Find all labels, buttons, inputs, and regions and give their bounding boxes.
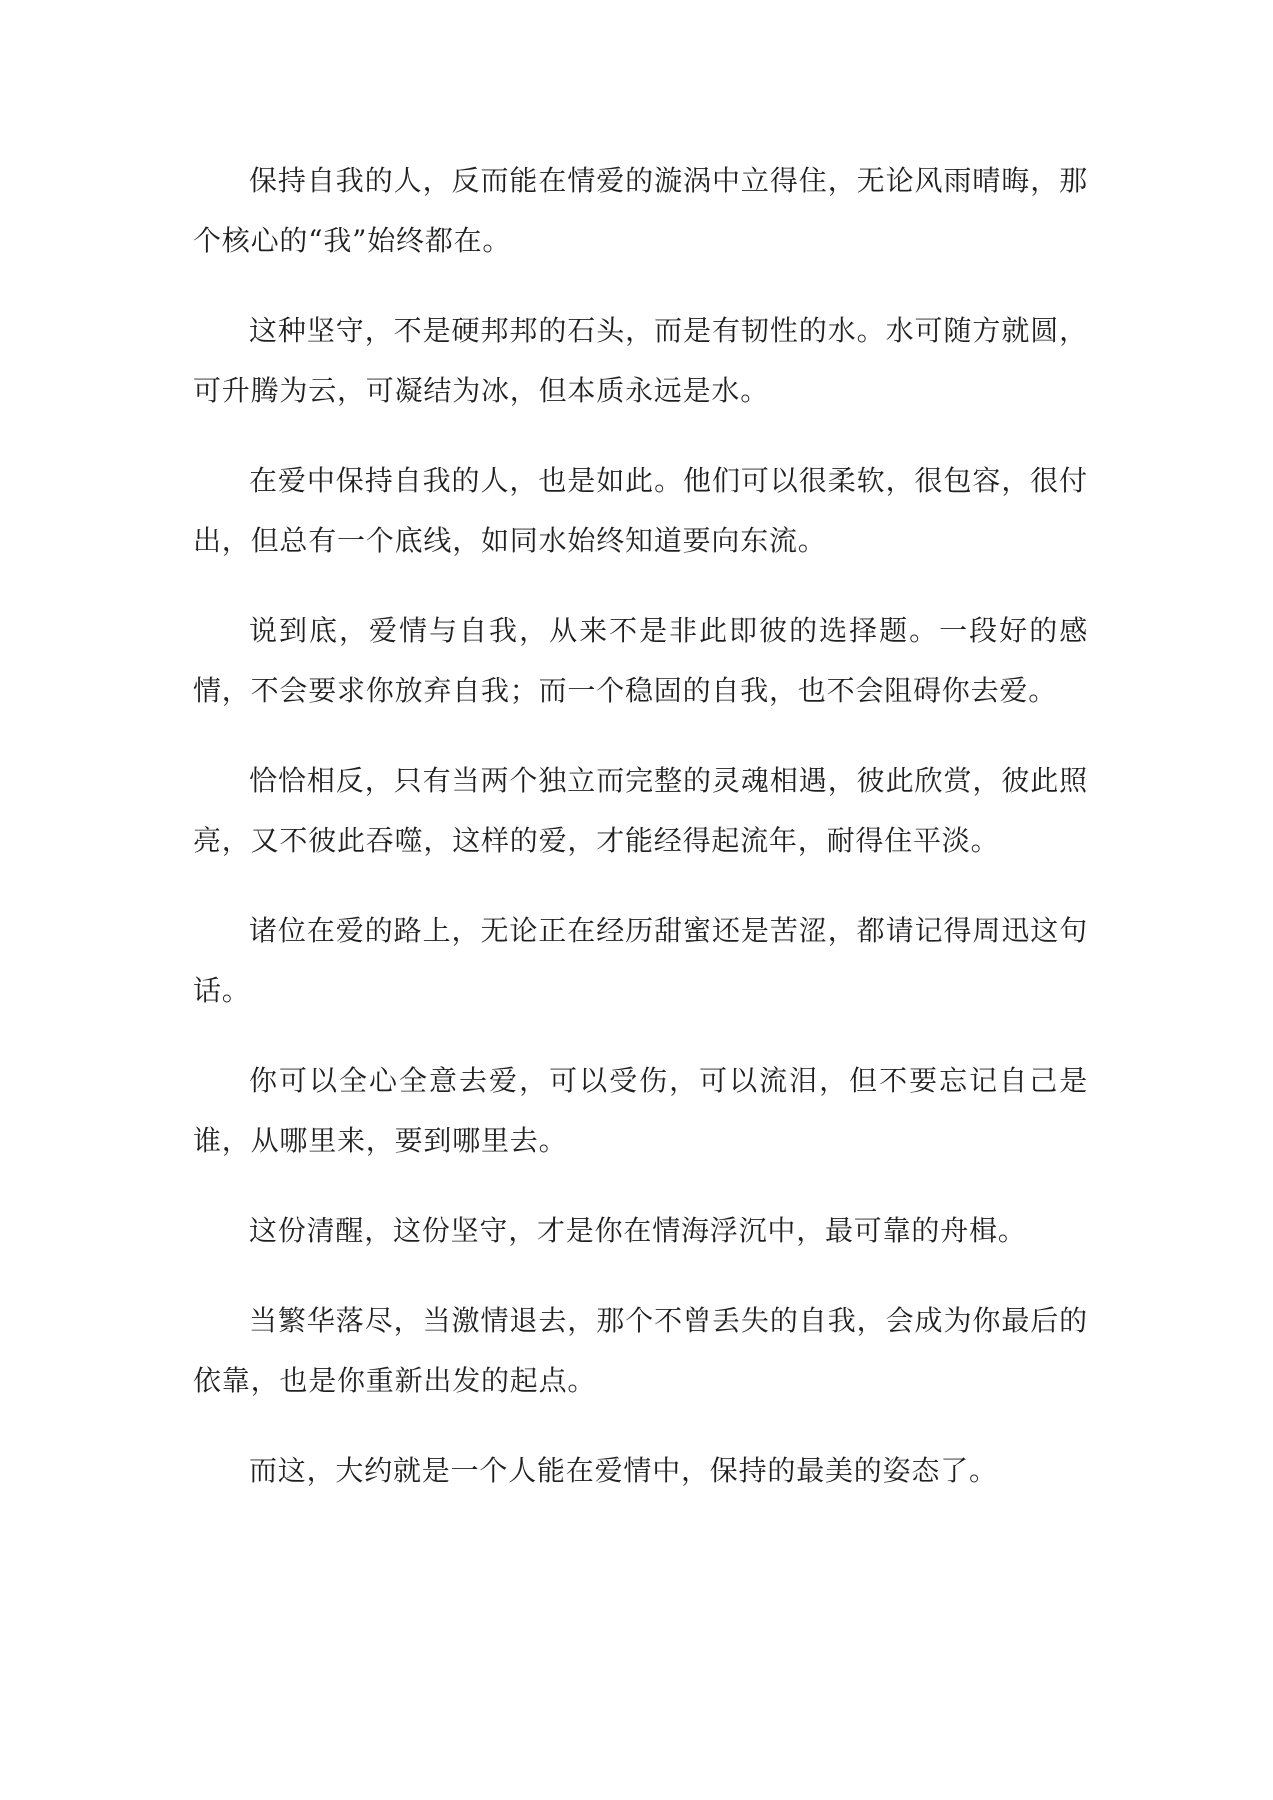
- paragraph-7: 你可以全心全意去爱，可以受伤，可以流泪，但不要忘记自己是谁，从哪里来，要到哪里去。: [193, 1064, 1088, 1157]
- paragraph-4: 说到底，爱情与自我，从来不是非此即彼的选择题。一段好的感情，不会要求你放弃自我；而一个稳固的自我，也不会阻碍你去爱。: [193, 614, 1088, 707]
- document-body: [193, 151, 1088, 1531]
- paragraph-5: 恰恰相反，只有当两个独立而完整的灵魂相遇，彼此欣赏，彼此照亮，又不彼此吞噬，这样的爱，才能经得起流年，耐得住平淡。: [193, 764, 1088, 857]
- paragraph-2: 这种坚守，不是硬邦邦的石头，而是有韧性的水。水可随方就圆，可升腾为云，可凝结为冰，但本质永远是水。: [193, 314, 1088, 407]
- paragraph-10: 而这，大约就是一个人能在爱情中，保持的最美的姿态了。: [249, 1454, 998, 1487]
- paragraph-8: 这份清醒，这份坚守，才是你在情海浮沉中，最可靠的舟楫。: [249, 1214, 1027, 1247]
- paragraph-9: 当繁华落尽，当激情退去，那个不曾丢失的自我，会成为你最后的依靠，也是你重新出发的起点。: [193, 1304, 1088, 1397]
- paragraph-1: 保持自我的人，反而能在情爱的漩涡中立得住，无论风雨晴晦，那个核心的“我”始终都在。: [193, 164, 1088, 257]
- paragraph-6: 诸位在爱的路上，无论正在经历甜蜜还是苦涩，都请记得周迅这句话。: [193, 914, 1088, 1007]
- paragraph-3: 在爱中保持自我的人，也是如此。他们可以很柔软，很包容，很付出，但总有一个底线，如同水始终知道要向东流。: [193, 464, 1088, 557]
